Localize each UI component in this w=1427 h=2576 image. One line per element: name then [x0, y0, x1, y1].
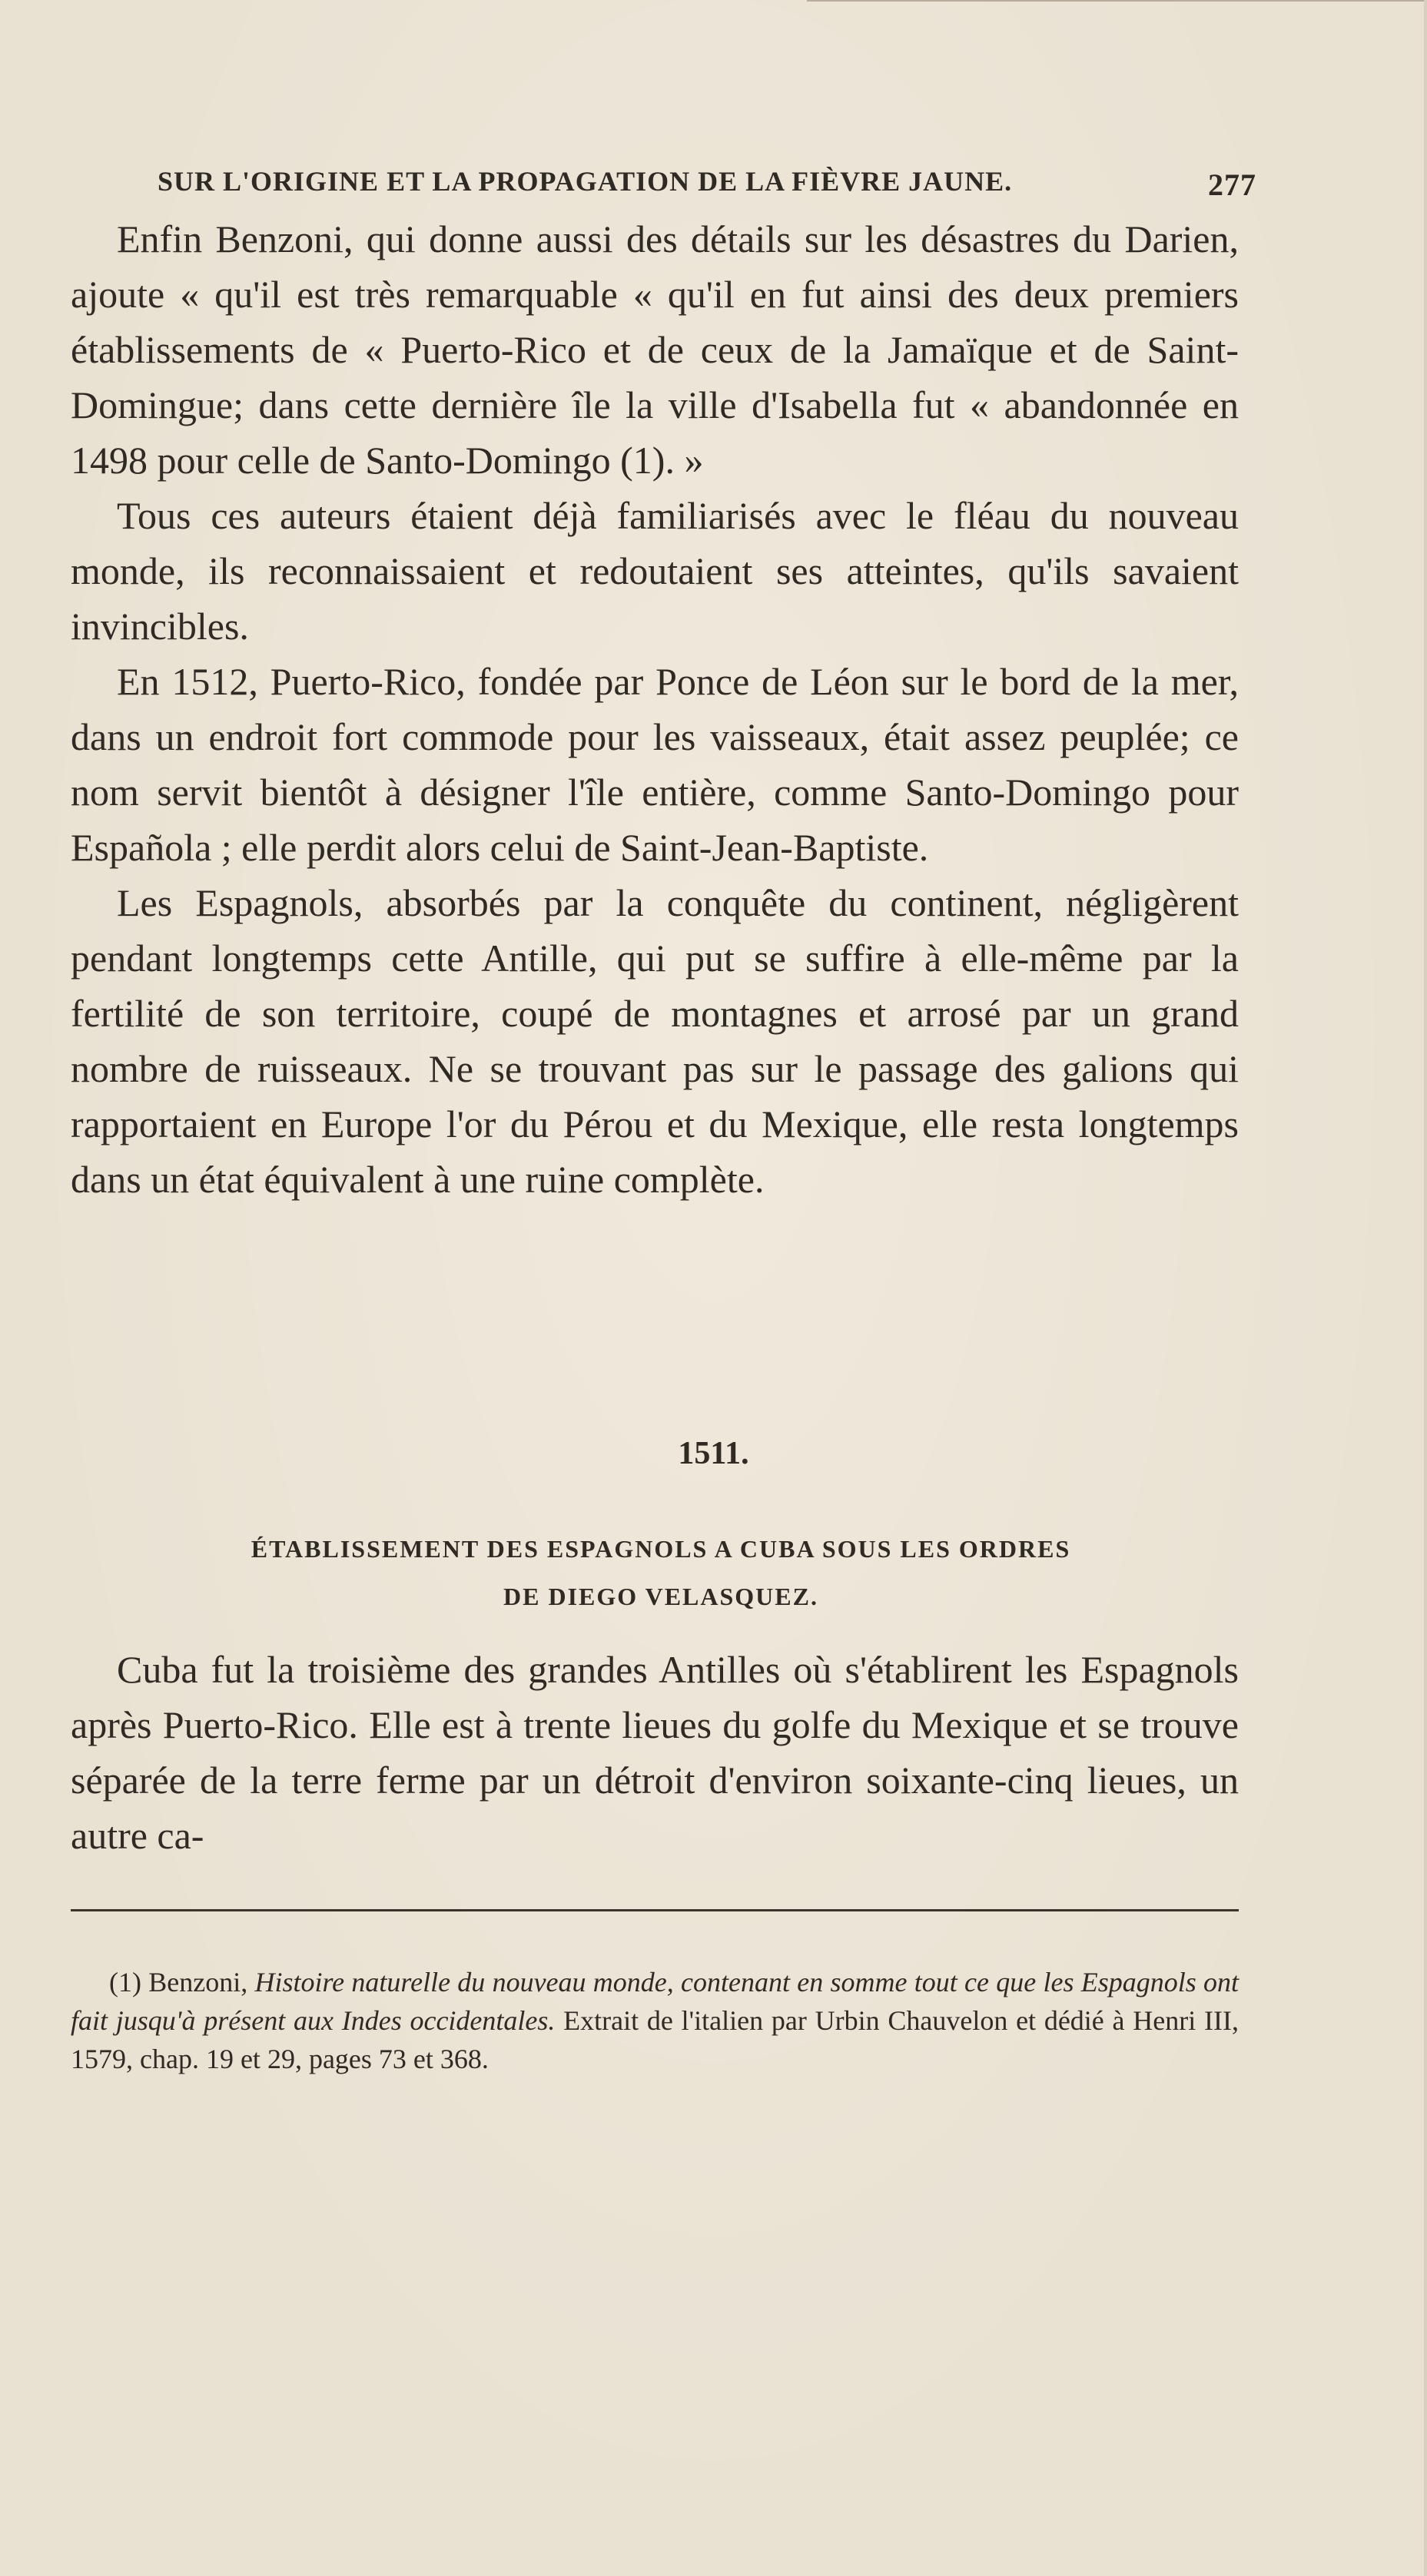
section-heading	[108, 1525, 1214, 1620]
paragraph: Enfin Benzoni, qui donne aussi des détails sur les désastres du Darien, ajoute « qu'il est très remarquable « qu'il en fut ainsi des deux premiers établissements de « Puerto-Rico et de ceux de la Jamaïque et de Saint-Domingue; dans cette dernière île la ville d'Isabella fut « abandonnée en 1498 pour celle de Santo-Domingo (1). »	[71, 217, 1239, 482]
section-heading-line: ÉTABLISSEMENT DES ESPAGNOLS A CUBA SOUS LES ORDRES	[251, 1535, 1071, 1563]
page-edge-rule	[807, 0, 1427, 2]
running-head-title: SUR L'ORIGINE ET LA PROPAGATION DE LA FIÈVRE JAUNE.	[158, 166, 1013, 197]
page-number: 277	[1208, 167, 1256, 202]
page-edge-shadow	[1424, 0, 1427, 2576]
footnote-book-title: Histoire naturelle du nouveau monde, contenant en somme tout ce que les Espagnols ont fait jusqu'à présent aux Indes occidentales.	[71, 1967, 1239, 2036]
footnote-tail: Extrait de l'italien par Urbin Chauvelon et dédié à Henri III, 1579, chap. 19 et 29, pages 73 et 368.	[71, 2005, 1239, 2074]
paragraph: Tous ces auteurs étaient déjà familiarisés avec le fléau du nouveau monde, ils reconnaissaient et redoutaient ses atteintes, qu'ils savaient invincibles.	[71, 494, 1239, 648]
footnote	[71, 1963, 1239, 2078]
footnote-lead: (1) Benzoni,	[109, 1967, 255, 1997]
paragraph: En 1512, Puerto-Rico, fondée par Ponce de Léon sur le bord de la mer, dans un endroit fort commode pour les vaisseaux, était assez peuplée; ce nom servit bientôt à désigner l'île entière, comme Santo-Domingo pour Española ; elle perdit alors celui de Saint-Jean-Baptiste.	[71, 660, 1239, 869]
body-text-bottom	[71, 1642, 1239, 1863]
section-year: 1511.	[678, 1436, 749, 1471]
footnote-divider	[71, 1909, 1239, 1911]
paragraph: Cuba fut la troisième des grandes Antilles où s'établirent les Espagnols après Puerto-Rico. Elle est à trente lieues du golfe du Mexique et se trouve séparée de la terre ferme par un détroit d'environ soixante-cinq lieues, un autre ca-	[71, 1648, 1239, 1857]
section-heading-line: DE DIEGO VELASQUEZ.	[503, 1583, 818, 1610]
running-head	[158, 157, 1256, 204]
body-text-top	[71, 211, 1239, 1207]
paragraph: Les Espagnols, absorbés par la conquête du continent, négligèrent pendant longtemps cette Antille, qui put se suffire à elle-même par la fertilité de son territoire, coupé de montagnes et arrosé par un grand nombre de ruisseaux. Ne se trouvant pas sur le passage des galions qui rapportaient en Europe l'or du Pérou et du Mexique, elle resta longtemps dans un état équivalent à une ruine complète.	[71, 881, 1239, 1201]
